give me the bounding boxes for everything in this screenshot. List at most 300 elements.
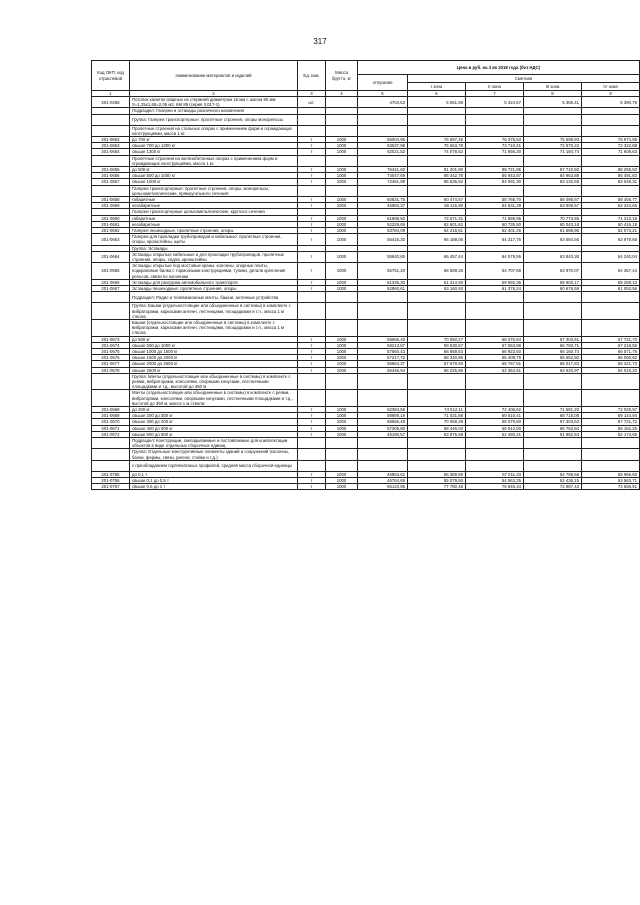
mass-cell: 1000	[326, 167, 358, 173]
code-cell	[92, 292, 130, 303]
price-zone-2-cell	[466, 185, 524, 196]
code-cell	[92, 319, 130, 336]
code-cell	[92, 155, 130, 166]
code-cell	[92, 125, 130, 136]
table-body	[92, 97, 640, 490]
price-zone-1-cell: 77 780,45	[408, 484, 466, 490]
price-zone-2-cell	[466, 373, 524, 390]
price-zone-2-cell: 84 091,30	[466, 179, 524, 185]
price-zone-3-cell	[524, 125, 582, 136]
unit-cell: т	[298, 286, 326, 292]
price-zone-3-cell: 61 689,96	[524, 228, 582, 234]
price-release-cell: 72451,98	[358, 179, 408, 185]
price-zone-3-cell: 71 581,20	[524, 406, 582, 412]
price-zone-1-cell: 68 446,03	[408, 425, 466, 431]
price-zone-4-cell: 74 556,91	[582, 484, 640, 490]
code-cell	[92, 460, 130, 471]
unit-cell: т	[298, 197, 326, 203]
mass-cell	[326, 449, 358, 460]
unit-cell: т	[298, 355, 326, 361]
price-zone-2-cell: 89 721,95	[466, 167, 524, 173]
price-zone-3-cell: 54 788,66	[524, 471, 582, 477]
code-cell	[92, 114, 130, 125]
price-zone-2-cell: 66 512,00	[466, 425, 524, 431]
code-cell	[92, 390, 130, 407]
column-index: 8	[524, 91, 582, 97]
name-cell: свыше 2500 кг	[130, 367, 298, 373]
price-zone-3-cell: 67 303,61	[524, 336, 582, 342]
unit-cell	[298, 373, 326, 390]
price-zone-2-cell: 76 375,53	[466, 137, 524, 143]
name-cell: габаритные	[130, 215, 298, 221]
price-zone-1-cell: 70 050,27	[408, 336, 466, 342]
name-cell: свыше 700 до 1300 кг	[130, 143, 298, 149]
price-zone-2-cell	[466, 319, 524, 336]
price-zone-1-cell: 68 340,86	[408, 355, 466, 361]
price-zone-1-cell: 56 116,90	[408, 203, 466, 209]
price-zone-1-cell: 91 201,90	[408, 167, 466, 173]
code-cell: 201-0668	[92, 406, 130, 412]
table-row	[92, 319, 640, 336]
price-zone-1-cell	[408, 155, 466, 166]
table-row	[92, 263, 640, 280]
price-zone-2-cell	[466, 460, 524, 471]
mass-cell: 1000	[326, 484, 358, 490]
price-zone-2-cell: 68 076,84	[466, 336, 524, 342]
mass-cell	[326, 97, 358, 108]
name-cell: Эстакады пешеходные: пролетные строения, опоры	[130, 286, 298, 292]
price-zone-1-cell: 66 188,05	[408, 234, 466, 245]
price-zone-4-cell: 63 979,68	[582, 234, 640, 245]
code-cell: 201-0653	[92, 143, 130, 149]
price-zone-4-cell: 72 025,97	[582, 406, 640, 412]
price-table	[91, 60, 640, 490]
price-zone-4-cell: 73 322,88	[582, 143, 640, 149]
mass-cell: 1000	[326, 279, 358, 285]
code-cell: 201-0672	[92, 431, 130, 437]
price-zone-2-cell	[466, 303, 524, 320]
name-cell: Галереи транспортерные: пролетные строения, опоры, монорельсы, цельнометаллические, прямоугольного сечения:	[130, 185, 298, 196]
price-release-cell: 4704,63	[358, 97, 408, 108]
name-cell: Башни (отдельностоящие или объединенные в системы) в комплекте с вибраторами, каркасами антенн, лестницами, площадками и т.п., масса 1 м ствола:	[130, 319, 298, 336]
name-cell: Галереи для прокладки трубопроводов и кабельные: пролетные строения, опоры, кронштейны, щиты	[130, 234, 298, 245]
name-cell: Галереи транспортерные цельнометаллические, круглого сечения	[130, 209, 298, 215]
price-zone-3-cell	[524, 460, 582, 471]
price-zone-3-cell: 84 963,88	[524, 173, 582, 179]
price-release-cell	[358, 373, 408, 390]
price-zone-1-cell: 63 160,93	[408, 286, 466, 292]
price-zone-1-cell: 68 869,63	[408, 348, 466, 354]
price-release-cell: 58656,48	[358, 419, 408, 425]
name-cell: Пролетные строения на стальных опорах с применением форм и ограждающих конструкциями, масса 1 м:	[130, 125, 298, 136]
price-zone-1-cell: 53 975,59	[408, 431, 466, 437]
page-number: 317	[313, 37, 327, 46]
unit-cell: т	[298, 167, 326, 173]
header-mass: Масса брутто, кг	[326, 61, 358, 91]
code-cell: 201-0755	[92, 471, 130, 477]
price-zone-1-cell: 66 457,44	[408, 251, 466, 262]
price-zone-3-cell: 63 620,97	[524, 367, 582, 373]
table-row	[92, 125, 640, 136]
price-zone-4-cell: 59 269,13	[582, 279, 640, 285]
mass-cell	[326, 303, 358, 320]
price-zone-3-cell	[524, 319, 582, 336]
unit-cell: т	[298, 336, 326, 342]
unit-cell: т	[298, 348, 326, 354]
name-cell: до 700 кг	[130, 137, 298, 143]
price-zone-4-cell: 69 144,94	[582, 413, 640, 419]
unit-cell	[298, 114, 326, 125]
mass-cell: 1000	[326, 413, 358, 419]
price-zone-2-cell: 75 946,34	[466, 484, 524, 490]
price-zone-2-cell: 59 582,36	[466, 279, 524, 285]
price-zone-3-cell: 58 095,67	[524, 197, 582, 203]
code-cell: 201-0670	[92, 419, 130, 425]
price-zone-2-cell: 68 079,60	[466, 419, 524, 425]
price-release-cell: 45190,57	[358, 431, 408, 437]
unit-cell	[298, 390, 326, 407]
price-zone-2-cell: 64 707,68	[466, 263, 524, 280]
mass-cell: 1000	[326, 406, 358, 412]
unit-cell	[298, 185, 326, 196]
mass-cell	[326, 460, 358, 471]
mass-cell: 1000	[326, 197, 358, 203]
price-zone-3-cell	[524, 437, 582, 448]
price-zone-3-cell: 63 970,07	[524, 263, 582, 280]
price-zone-1-cell: 66 225,85	[408, 367, 466, 373]
price-zone-3-cell: 72 987,43	[524, 484, 582, 490]
name-cell: негабаритные	[130, 203, 298, 209]
price-release-cell: 62384,56	[358, 406, 408, 412]
price-release-cell: 46983,37	[358, 203, 408, 209]
price-zone-2-cell: 85 943,87	[466, 173, 524, 179]
unit-cell: т	[298, 137, 326, 143]
header-zone-4: IV зона	[582, 83, 640, 91]
name-cell: свыше 1500 до 2000 кг	[130, 355, 298, 361]
price-zone-1-cell: 66 589,25	[408, 263, 466, 280]
mass-cell: 1000	[326, 419, 358, 425]
price-zone-1-cell: 62 501,62	[408, 221, 466, 227]
code-cell: 201-0656	[92, 173, 130, 179]
code-cell: 201-0673	[92, 336, 130, 342]
header-release: отпускная	[358, 75, 408, 91]
price-zone-2-cell: 66 923,50	[466, 348, 524, 354]
code-cell: 201-0666	[92, 279, 130, 285]
mass-cell	[326, 437, 358, 448]
price-zone-2-cell: 69 510,41	[466, 413, 524, 419]
mass-cell: 1000	[326, 355, 358, 361]
code-cell: 201-0655	[92, 167, 130, 173]
price-zone-3-cell: 83 132,65	[524, 179, 582, 185]
price-zone-3-cell: 87 710,50	[524, 167, 582, 173]
price-release-cell	[358, 155, 408, 166]
price-zone-1-cell	[408, 303, 466, 320]
name-cell: Группа: Эстакады	[130, 245, 298, 251]
code-cell: 201-0654	[92, 149, 130, 155]
price-zone-4-cell: 58 456,77	[582, 197, 640, 203]
code-cell: 201-0663	[92, 234, 130, 245]
table-row	[92, 303, 640, 320]
mass-cell	[326, 292, 358, 303]
mass-cell	[326, 319, 358, 336]
header-estimate: Сметная	[408, 75, 640, 83]
price-zone-4-cell	[582, 292, 640, 303]
column-index: 2	[130, 91, 298, 97]
unit-cell: т	[298, 419, 326, 425]
price-zone-1-cell: 61 314,93	[408, 279, 466, 285]
price-zone-2-cell: 65 767,51	[466, 361, 524, 367]
mass-cell: 1000	[326, 342, 358, 348]
price-zone-2-cell: 5 424,67	[466, 97, 524, 108]
header-price-group: Цена в руб. на 3 кв 2018 года (без НДС)	[358, 61, 640, 75]
price-release-cell	[358, 303, 408, 320]
price-zone-4-cell: 54 244,66	[582, 203, 640, 209]
name-cell: негабаритные	[130, 221, 298, 227]
price-zone-2-cell: 72 406,62	[466, 406, 524, 412]
price-release-cell: 56664,37	[358, 361, 408, 367]
unit-cell: т	[298, 251, 326, 262]
price-release-cell: 58656,48	[358, 336, 408, 342]
code-cell	[92, 373, 130, 390]
price-zone-4-cell: 66 060,62	[582, 355, 640, 361]
mass-cell	[326, 185, 358, 196]
price-zone-1-cell: 73 671,31	[408, 215, 466, 221]
code-cell: 201-0658	[92, 197, 130, 203]
price-release-cell: 52860,61	[358, 286, 408, 292]
name-cell: свыше 1300 кг	[130, 149, 298, 155]
unit-cell: т	[298, 471, 326, 477]
price-zone-3-cell: 63 843,38	[524, 251, 582, 262]
price-zone-4-cell: 83 649,31	[582, 179, 640, 185]
name-cell: Пролетные строения на железобетонных опорах с применением форм и ограждающих конструкциями, масса 1 м:	[130, 155, 298, 166]
price-zone-2-cell: 66 409,75	[466, 355, 524, 361]
price-zone-3-cell: 63 584,56	[524, 234, 582, 245]
price-zone-4-cell	[582, 155, 640, 166]
price-release-cell: 55751,20	[358, 263, 408, 280]
table-row	[92, 390, 640, 407]
price-zone-1-cell	[408, 449, 466, 460]
mass-cell: 1000	[326, 263, 358, 280]
unit-cell	[298, 155, 326, 166]
name-cell: Потолок калиток сварных из стержней диаметром 18 мм с шагом 80 мм S=1,25х1,65=2,06 м2, КМ 85 (серия 3.017-1)	[130, 97, 298, 108]
price-release-cell: 55415,30	[358, 234, 408, 245]
price-zone-3-cell	[524, 155, 582, 166]
code-cell: 201-0661	[92, 221, 130, 227]
mass-cell: 1000	[326, 137, 358, 143]
code-cell: 201-0657	[92, 179, 130, 185]
price-zone-1-cell: 69 530,57	[408, 342, 466, 348]
price-release-cell: 65004,96	[358, 137, 408, 143]
price-zone-4-cell: 67 218,55	[582, 342, 640, 348]
price-zone-1-cell	[408, 185, 466, 196]
code-cell: 201-0258	[92, 97, 130, 108]
name-cell: свыше 0,5 до 1 т	[130, 484, 298, 490]
header-unit: Ед. изм.	[298, 61, 326, 91]
table-row	[92, 449, 640, 460]
price-release-cell	[358, 390, 408, 407]
price-release-cell: 55446,94	[358, 367, 408, 373]
mass-cell: 1000	[326, 234, 358, 245]
mass-cell: 1000	[326, 348, 358, 354]
price-zone-3-cell: 51 852,54	[524, 431, 582, 437]
unit-cell: т	[298, 431, 326, 437]
price-zone-3-cell: 71 184,74	[524, 149, 582, 155]
mass-cell	[326, 114, 358, 125]
code-cell: 201-0665	[92, 263, 130, 280]
code-cell: 201-0756	[92, 477, 130, 483]
code-cell: 201-0662	[92, 228, 130, 234]
price-zone-1-cell: 64 215,61	[408, 228, 466, 234]
price-zone-4-cell: 85 491,83	[582, 173, 640, 179]
price-zone-4-cell	[582, 185, 640, 196]
price-zone-3-cell	[524, 185, 582, 196]
name-cell: свыше 2000 до 2500 кг	[130, 361, 298, 367]
unit-cell: шт.	[298, 97, 326, 108]
price-zone-3-cell: 58 903,17	[524, 279, 582, 285]
price-zone-4-cell: 5 390,79	[582, 97, 640, 108]
price-release-cell: 46863,62	[358, 471, 408, 477]
price-release-cell	[358, 114, 408, 125]
price-zone-2-cell	[466, 125, 524, 136]
price-zone-1-cell	[408, 437, 466, 448]
unit-cell: т	[298, 425, 326, 431]
name-cell: свыше 500 до 1000 кг	[130, 342, 298, 348]
price-zone-1-cell: 70 059,29	[408, 419, 466, 425]
unit-cell: т	[298, 342, 326, 348]
price-zone-2-cell: 71 589,95	[466, 215, 524, 221]
unit-cell: т	[298, 215, 326, 221]
price-zone-4-cell: 64 367,44	[582, 263, 640, 280]
price-zone-3-cell: 75 595,93	[524, 137, 582, 143]
price-zone-1-cell: 55 079,50	[408, 477, 466, 483]
price-zone-4-cell: 53 563,71	[582, 477, 640, 483]
price-release-cell: 74047,69	[358, 173, 408, 179]
header-zone-2: II зона	[466, 83, 524, 91]
price-zone-4-cell: 67 721,70	[582, 336, 640, 342]
price-zone-4-cell: 55 966,60	[582, 471, 640, 477]
table-row	[92, 185, 640, 196]
price-zone-4-cell: 66 571,76	[582, 348, 640, 354]
price-zone-1-cell	[408, 319, 466, 336]
unit-cell	[298, 303, 326, 320]
price-zone-2-cell: 54 563,35	[466, 477, 524, 483]
price-release-cell: 65120,96	[358, 484, 408, 490]
price-zone-4-cell: 60 416,18	[582, 221, 640, 227]
name-cell: свыше 400 до 600 кг	[130, 425, 298, 431]
name-cell: Группа: Башни (отдельностоящие или объединенные в системы) в комплекте с вибраторами, каркасами антенн, лестницами, площадками и т.п., масса 1 м ствола:	[130, 303, 298, 320]
table-row	[92, 155, 640, 166]
price-zone-2-cell: 64 317,76	[466, 234, 524, 245]
name-cell: Эстакады открытые кабельные и для прокладки трубопроводов, пролетные строения, опоры, седла, кронштейны	[130, 251, 298, 262]
price-zone-4-cell: 66 162,25	[582, 425, 640, 431]
mass-cell: 1000	[326, 425, 358, 431]
name-cell: Группа: Галереи транспортерные: пролетные строения, опоры монорельсы	[130, 114, 298, 125]
table-row	[92, 251, 640, 262]
price-zone-1-cell: 75 653,78	[408, 143, 466, 149]
mass-cell: 1000	[326, 179, 358, 185]
column-index: 3	[298, 91, 326, 97]
table-row	[92, 234, 640, 245]
header-zone-3: III зона	[524, 83, 582, 91]
price-zone-3-cell: 60 043,18	[524, 221, 582, 227]
name-cell: Подраздел: Галереи и эстакады различного назначения	[130, 108, 298, 114]
mass-cell: 1000	[326, 143, 358, 149]
mass-cell: 1000	[326, 336, 358, 342]
price-zone-4-cell	[582, 390, 640, 407]
price-zone-1-cell: 86 536,62	[408, 179, 466, 185]
mass-cell	[326, 155, 358, 166]
column-index: 7	[466, 91, 524, 97]
price-zone-2-cell	[466, 292, 524, 303]
mass-cell: 1000	[326, 367, 358, 373]
price-release-cell	[358, 292, 408, 303]
unit-cell: т	[298, 367, 326, 373]
code-cell: 201-0757	[92, 484, 130, 490]
price-release-cell: 76441,60	[358, 167, 408, 173]
price-release-cell: 59889,19	[358, 413, 408, 419]
table-row	[92, 460, 640, 471]
price-zone-4-cell	[582, 125, 640, 136]
price-release-cell	[358, 460, 408, 471]
code-cell: 201-0671	[92, 425, 130, 431]
code-cell: 201-0667	[92, 286, 130, 292]
mass-cell: 1000	[326, 173, 358, 179]
price-zone-1-cell	[408, 373, 466, 390]
mass-cell: 1000	[326, 286, 358, 292]
price-zone-4-cell: 65 421,73	[582, 361, 640, 367]
price-zone-2-cell: 73 710,41	[466, 143, 524, 149]
price-zone-3-cell	[524, 114, 582, 125]
price-zone-1-cell	[408, 460, 466, 471]
price-zone-3-cell: 65 017,83	[524, 361, 582, 367]
price-zone-1-cell: 88 442,78	[408, 173, 466, 179]
mass-cell: 1000	[326, 251, 358, 262]
price-zone-1-cell: 76 597,45	[408, 137, 466, 143]
header-zone-1: I зона	[408, 83, 466, 91]
price-release-cell: 61698,50	[358, 215, 408, 221]
price-zone-3-cell: 65 652,80	[524, 355, 582, 361]
header-code: Код ОКП, код отраслевой	[92, 61, 130, 91]
price-zone-3-cell: 70 773,65	[524, 215, 582, 221]
price-zone-1-cell: 74 078,52	[408, 149, 466, 155]
price-zone-2-cell: 64 354,51	[466, 367, 524, 373]
unit-cell	[298, 437, 326, 448]
price-zone-1-cell: 74 512,11	[408, 406, 466, 412]
price-release-cell	[358, 319, 408, 336]
price-release-cell	[358, 125, 408, 136]
price-zone-2-cell: 58 765,70	[466, 197, 524, 203]
price-zone-4-cell: 61 053,56	[582, 286, 640, 292]
price-zone-3-cell	[524, 303, 582, 320]
price-zone-4-cell: 64 016,20	[582, 367, 640, 373]
price-zone-3-cell	[524, 449, 582, 460]
unit-cell	[298, 319, 326, 336]
price-zone-4-cell	[582, 303, 640, 320]
price-zone-3-cell	[524, 292, 582, 303]
code-cell: 201-0677	[92, 361, 130, 367]
price-release-cell: 52329,69	[358, 221, 408, 227]
mass-cell	[326, 125, 358, 136]
price-release-cell: 53784,09	[358, 228, 408, 234]
price-zone-4-cell: 64 240,04	[582, 251, 640, 262]
unit-cell: т	[298, 234, 326, 245]
mass-cell: 1000	[326, 431, 358, 437]
price-release-cell: 57217,72	[358, 355, 408, 361]
unit-cell: т	[298, 173, 326, 179]
mass-cell: 1000	[326, 215, 358, 221]
code-cell: 201-0652	[92, 137, 130, 143]
table-row	[92, 484, 640, 490]
